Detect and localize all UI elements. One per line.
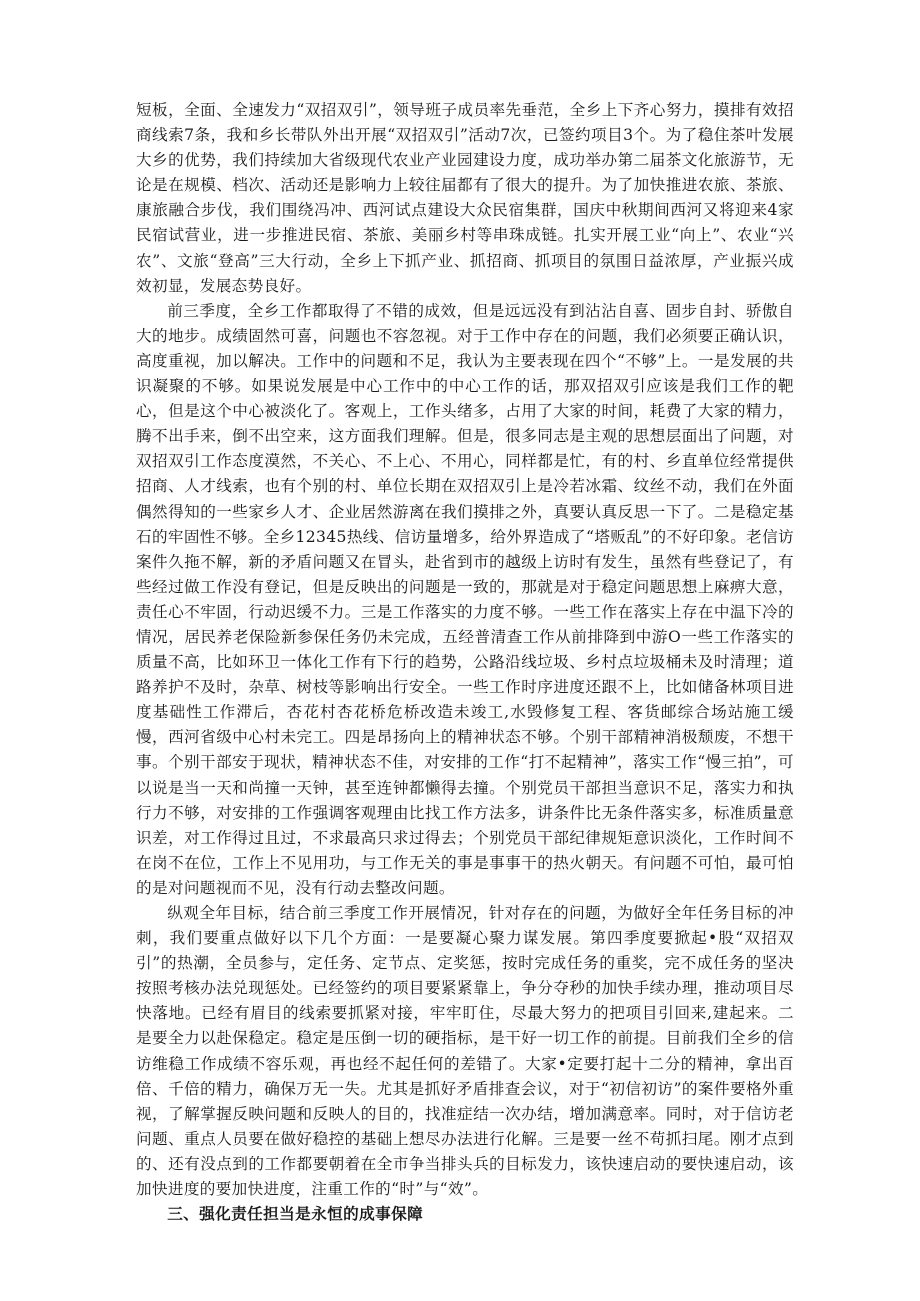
paragraph-1: 短板，全面、全速发力“双招双引”，领导班子成员率先垂范，全乡上下齐心努力，摸排有效招商线索7条，我和乡长带队外出开展“双招双引”活动7次，已签约项目3个。为了稳住茶叶发展大乡的优势，我们持续加大省级现代农业产业园建设力度，成功举办第二届茶文化旅游节，无论是在规模、档次、活动还是影响力上较往届都有了很大的提升。为了加快推进农旅、茶旅、康旅融合步伐，我们围绕冯冲、西河试点建设大众民宿集群，国庆中秋期间西河又将迎来4家民宿试营业，进一步推进民宿、茶旅、美丽乡村等串珠成链。扎实开展工业“向上”、农业“兴农”、文旅“登高”三大行动，全乡上下抓产业、抓招商、抓项目的氛围日益浓厚，产业振兴成效初显，发展态势良好。 [136,101,794,295]
document-page [136,98,794,1227]
section-heading: 三、强化责任担当是永恒的成事保障 [167,1205,424,1224]
paragraph-3: 纵观全年目标，结合前三季度工作开展情况，针对存在的问题，为做好全年任务目标的冲刺，我们要重点做好以下几个方面：一是要凝心聚力谋发展。第四季度要掀起•股“双招双引”的热潮，全员参与，定任务、定节点、定奖惩，按时完成任务的重奖，完不成任务的坚决按照考核办法兑现惩处。已经签约的项目要紧紧靠上，争分夺秒的加快手续办理，推动项目尽快落地。已经有眉目的线索要抓紧对接，牢牢盯住，尽最大努力的把项目引回来,建起来。二是要全力以赴保稳定。稳定是压倒一切的硬指标，是干好一切工作的前提。目前我们全乡的信访维稳工作成绩不容乐观，再也经不起任何的差错了。大家•定要打起十二分的精神，拿出百倍、千倍的精力，确保万无一失。尤其是抓好矛盾排查会议，对于“初信初访”的案件要格外重视，了解掌握反映问题和反映人的目的，找准症结一次办结，增加满意率。同时，对于信访老问题、重点人员要在做好稳控的基础上想尽办法进行化解。三是要一丝不苟抓扫尾。刚才点到的、还有没点到的工作都要朝着在全市争当排头兵的目标发力，该快速启动的要快速启动，该加快进度的要加快进度，注重工作的“时”与“效”。 [136,904,794,1199]
paragraph-2: 前三季度，全乡工作都取得了不错的成效，但是远远没有到沾沾自喜、固步自封、骄傲自大的地步。成绩固然可喜，问题也不容忽视。对于工作中存在的问题，我们必须要正确认识，高度重视，加以解决。工作中的问题和不足，我认为主要表现在四个“不够”上。一是发展的共识凝聚的不够。如果说发展是中心工作中的中心工作的话，那双招双引应该是我们工作的靶心，但是这个中心被淡化了。客观上，工作头绪多，占用了大家的时间，耗费了大家的精力，腾不出手来，倒不出空来，这方面我们理解。但是，很多同志是主观的思想层面出了问题，对双招双引工作态度漠然，不关心、不上心、不用心，同样都是忙，有的村、乡直单位经常提供招商、人才线索，也有个别的村、单位长期在双招双引上是冷若冰霜、纹丝不动，我们在外面偶然得知的一些家乡人才、企业居然游离在我们摸排之外，真要认真反思一下了。二是稳定基石的牢固性不够。全乡12345热线、信访量增多，给外界造成了“塔贩乱”的不好印象。老信访案件久拖不解，新的矛盾问题又在冒头，赴省到市的越级上访时有发生，虽然有些登记了，有些经过做工作没有登记，但是反映出的问题是一致的，那就是对于稳定问题思想上麻痹大意，责任心不牢固，行动迟缓不力。三是工作落实的力度不够。一些工作在落实上存在中温下冷的情况，居民养老保险新参保任务仍未完成，五经普清查工作从前排降到中游O一些工作落实的质量不高，比如环卫一体化工作有下行的趋势，公路沿线垃圾、乡村点垃圾桶未及时清理；道路养护不及时，杂草、树枝等影响出行安全。一些工作时序进度还跟不上，比如储备林项目进度基础性工作滞后，杏花村杏花桥危桥改造未竣工,水毁修复工程、客货邮综合场站施工缓慢，西河省级中心村未完工。四是昂扬向上的精神状态不够。个别干部精神消极颓废，不想干事。个别干部安于现状，精神状态不佳，对安排的工作“打不起精神”，落实工作“慢三拍”，可以说是当一天和尚撞一天钟，甚至连钟都懒得去撞。个别党员干部担当意识不足，落实力和执行力不够，对安排的工作强调客观理由比找工作方法多，讲条件比无条件落实多，标准质量意识差，对工作得过且过，不求最高只求过得去；个别党员干部纪律规矩意识淡化，工作时间不在岗不在位，工作上不见用功，与工作无关的事是事事干的热火朝天。有问题不可怕，最可怕的是对问题视而不见，没有行动去整改问题。 [136,301,794,897]
